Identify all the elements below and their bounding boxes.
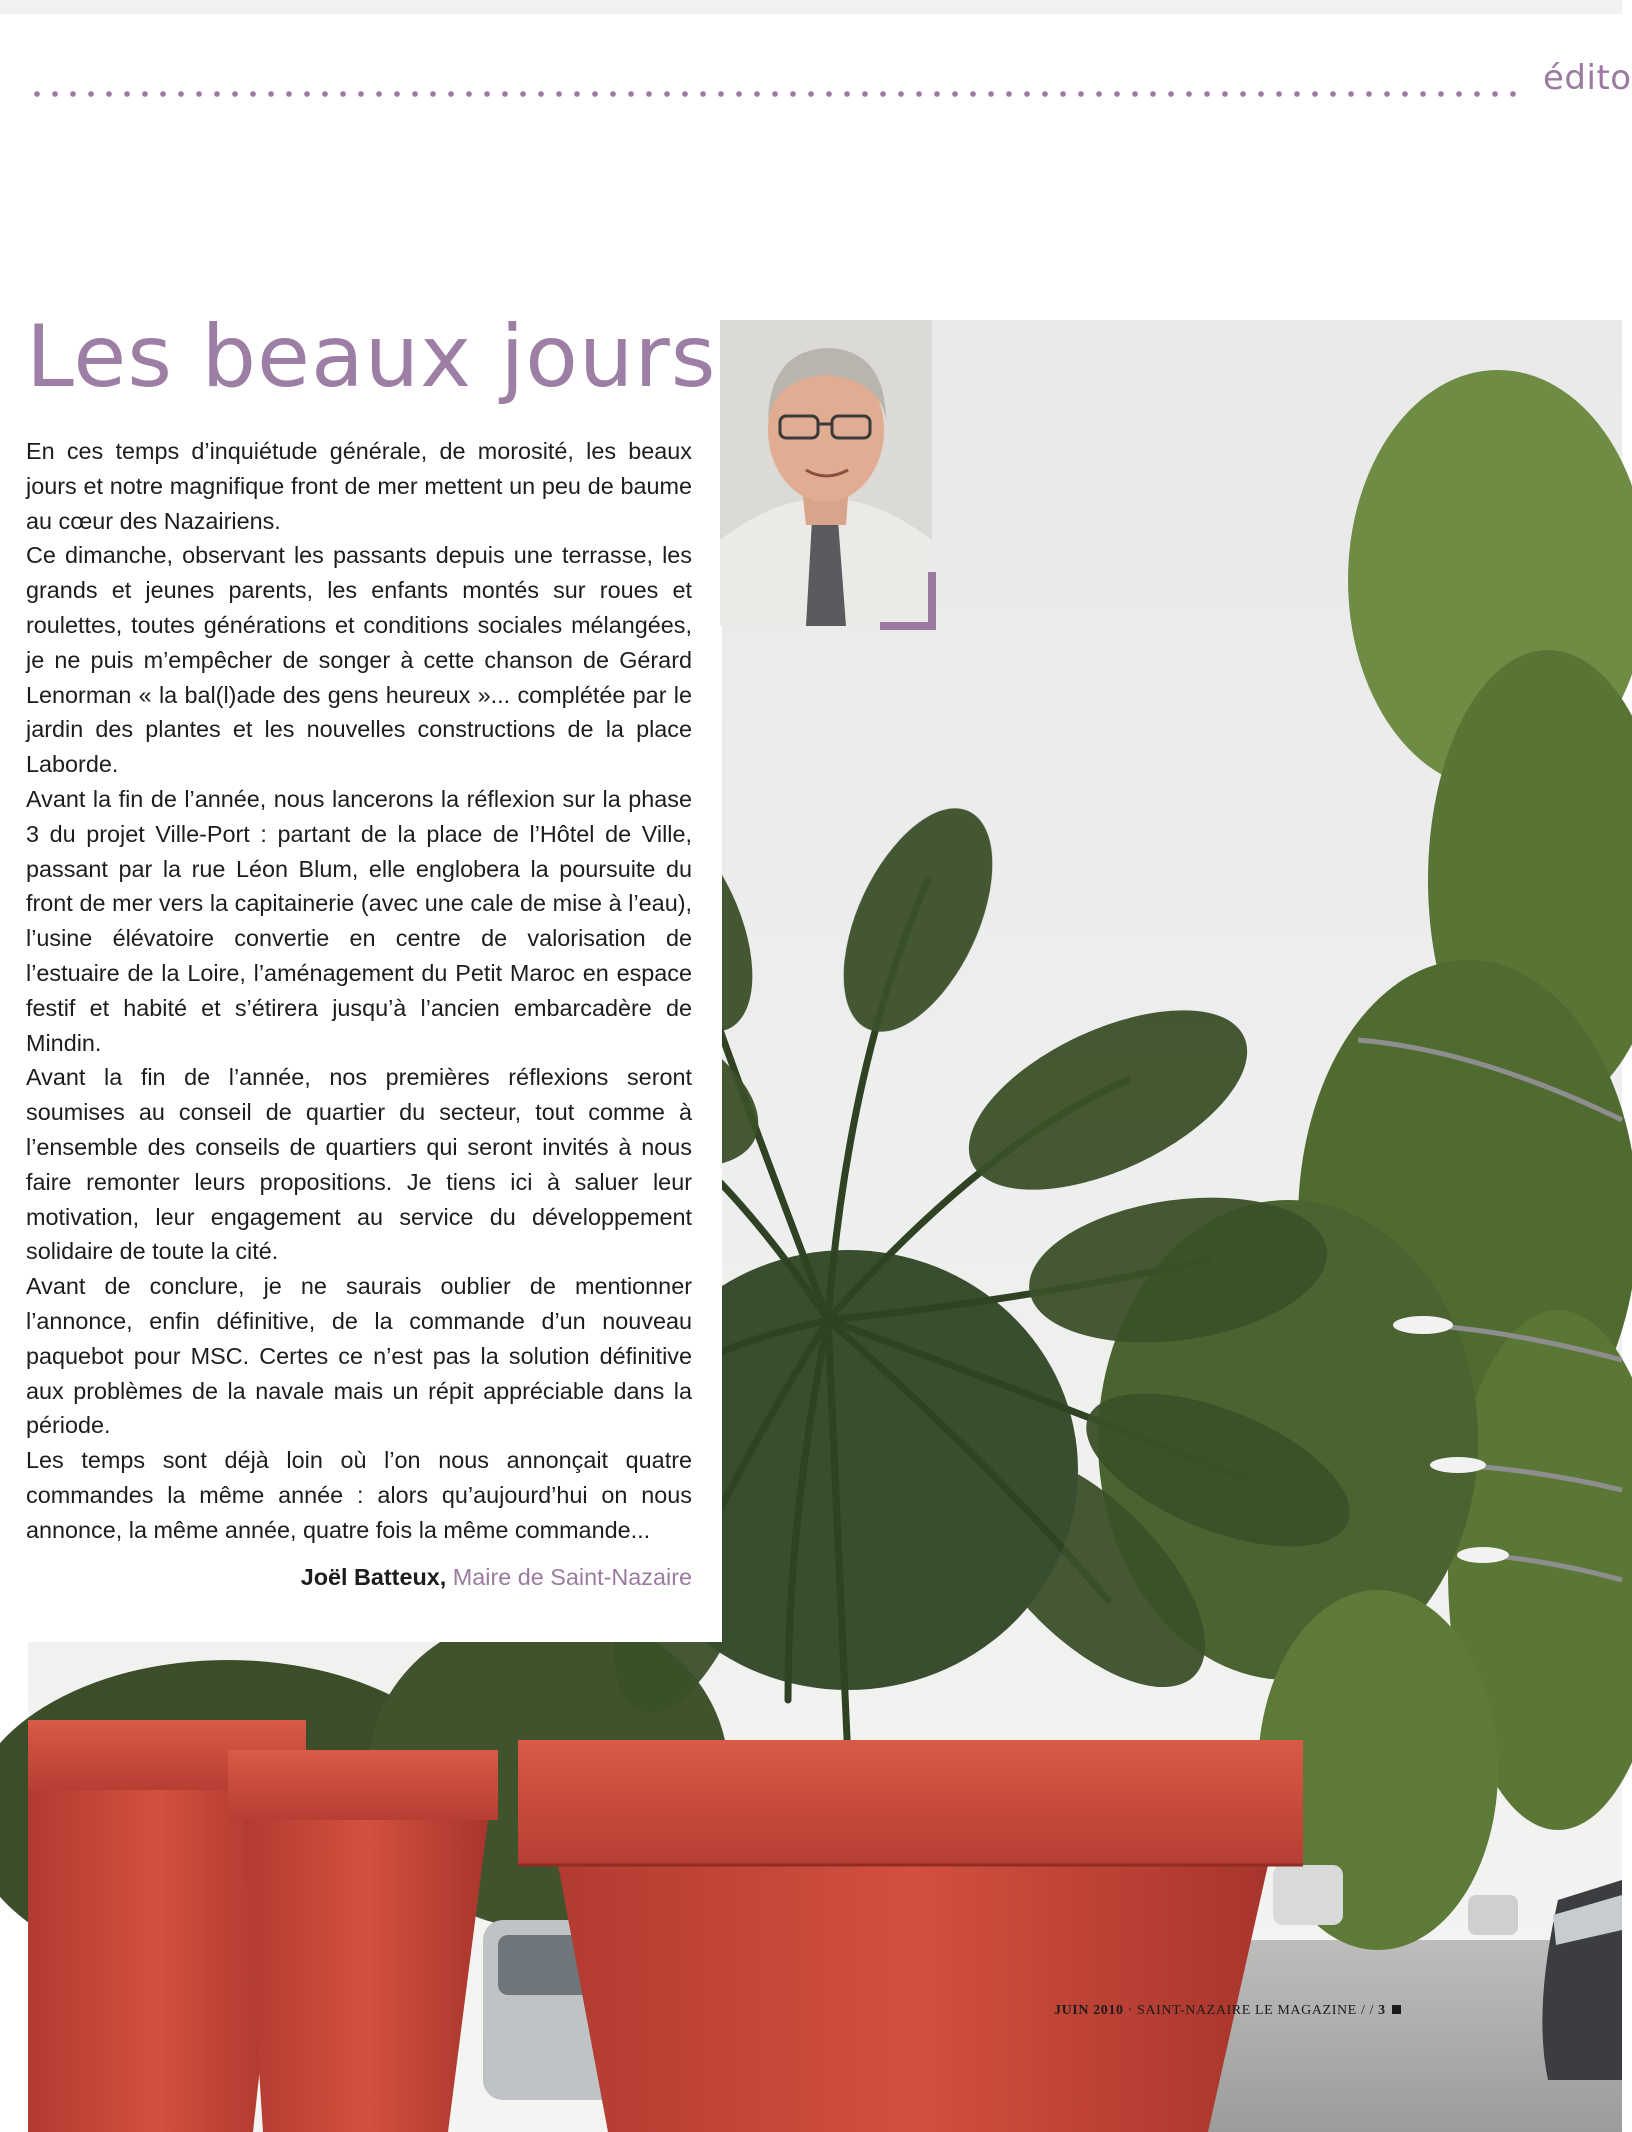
article-body [26,434,692,1548]
article-paragraph: Les temps sont déjà loin où l’on nous annonçait quatre commandes la même année : alors qu’aujourd’hui on nous annonce, la même année, quatre fois la même commande... [26,1447,692,1543]
footer-date: JUIN 2010 [1054,2003,1124,2018]
footer-slashes: / / [1356,2003,1379,2018]
portrait-corner-mark [880,572,936,630]
page-footer [1054,2003,1401,2019]
footer-magazine: SAINT-NAZAIRE LE MAGAZINE [1137,2003,1357,2018]
article-paragraph: En ces temps d’inquiétude générale, de morosité, les beaux jours et notre magnifique front de mer mettent un peu de baume au cœur des Nazairiens. [26,438,692,534]
section-label: édito [1543,58,1632,98]
article-paragraph: Avant la fin de l’année, nos premières réflexions seront soumises au conseil de quartier du secteur, tout comme à l’ensemble des conseils de quartiers qui seront invités à nous faire remonter leurs propositions. Je tiens ici à saluer leur motivation, leur engagement au service du développement solidaire de toute la cité. [26,1064,692,1265]
signature-title: Maire de Saint-Nazaire [452,1564,692,1590]
footer-separator: · [1123,2003,1138,2018]
signature-name: Joël Batteux, [300,1564,447,1590]
signature [26,1560,692,1594]
article-paragraph: Avant de conclure, je ne saurais oublier de mentionner l’annonce, enfin définitive, de la commande d’un nouveau paquebot pour MSC. Certes ce n’est pas la solution définitive aux problèmes de la navale mais un répit appréciable dans la période. [26,1273,692,1439]
footer-page-number: 3 [1378,2003,1386,2018]
page-top-edge [0,0,1622,14]
article-paragraph: Avant la fin de l’année, nous lancerons la réflexion sur la phase 3 du projet Ville-Port : partant de la place de l’Hôtel de Ville, passant par la rue Léon Blum, elle englobera la poursuite du front de mer vers la capitainerie (avec une cale de mise à l’eau), l’usine élévatoire convertie en centre de valorisation de l’estuaire de la Loire, l’aménagement du Petit Maroc en espace festif et habité et s’étirera jusqu’à l’ancien embarcadère de Mindin. [26,785,692,1056]
article-paragraph: Ce dimanche, observant les passants depuis une terrasse, les grands et jeunes parents, les enfants montés sur roues et roulettes, toutes générations et conditions sociales mélangées, je ne puis m’empêcher de songer à cette chanson de Gérard Lenorman « la bal(l)ade des gens heureux »... complétée par le jardin des plantes et les nouvelles constructions de la place Laborde. [26,542,692,778]
header-dotted-rule [28,88,1528,100]
headline: Les beaux jours [26,307,717,407]
footer-square-icon [1392,2005,1401,2014]
